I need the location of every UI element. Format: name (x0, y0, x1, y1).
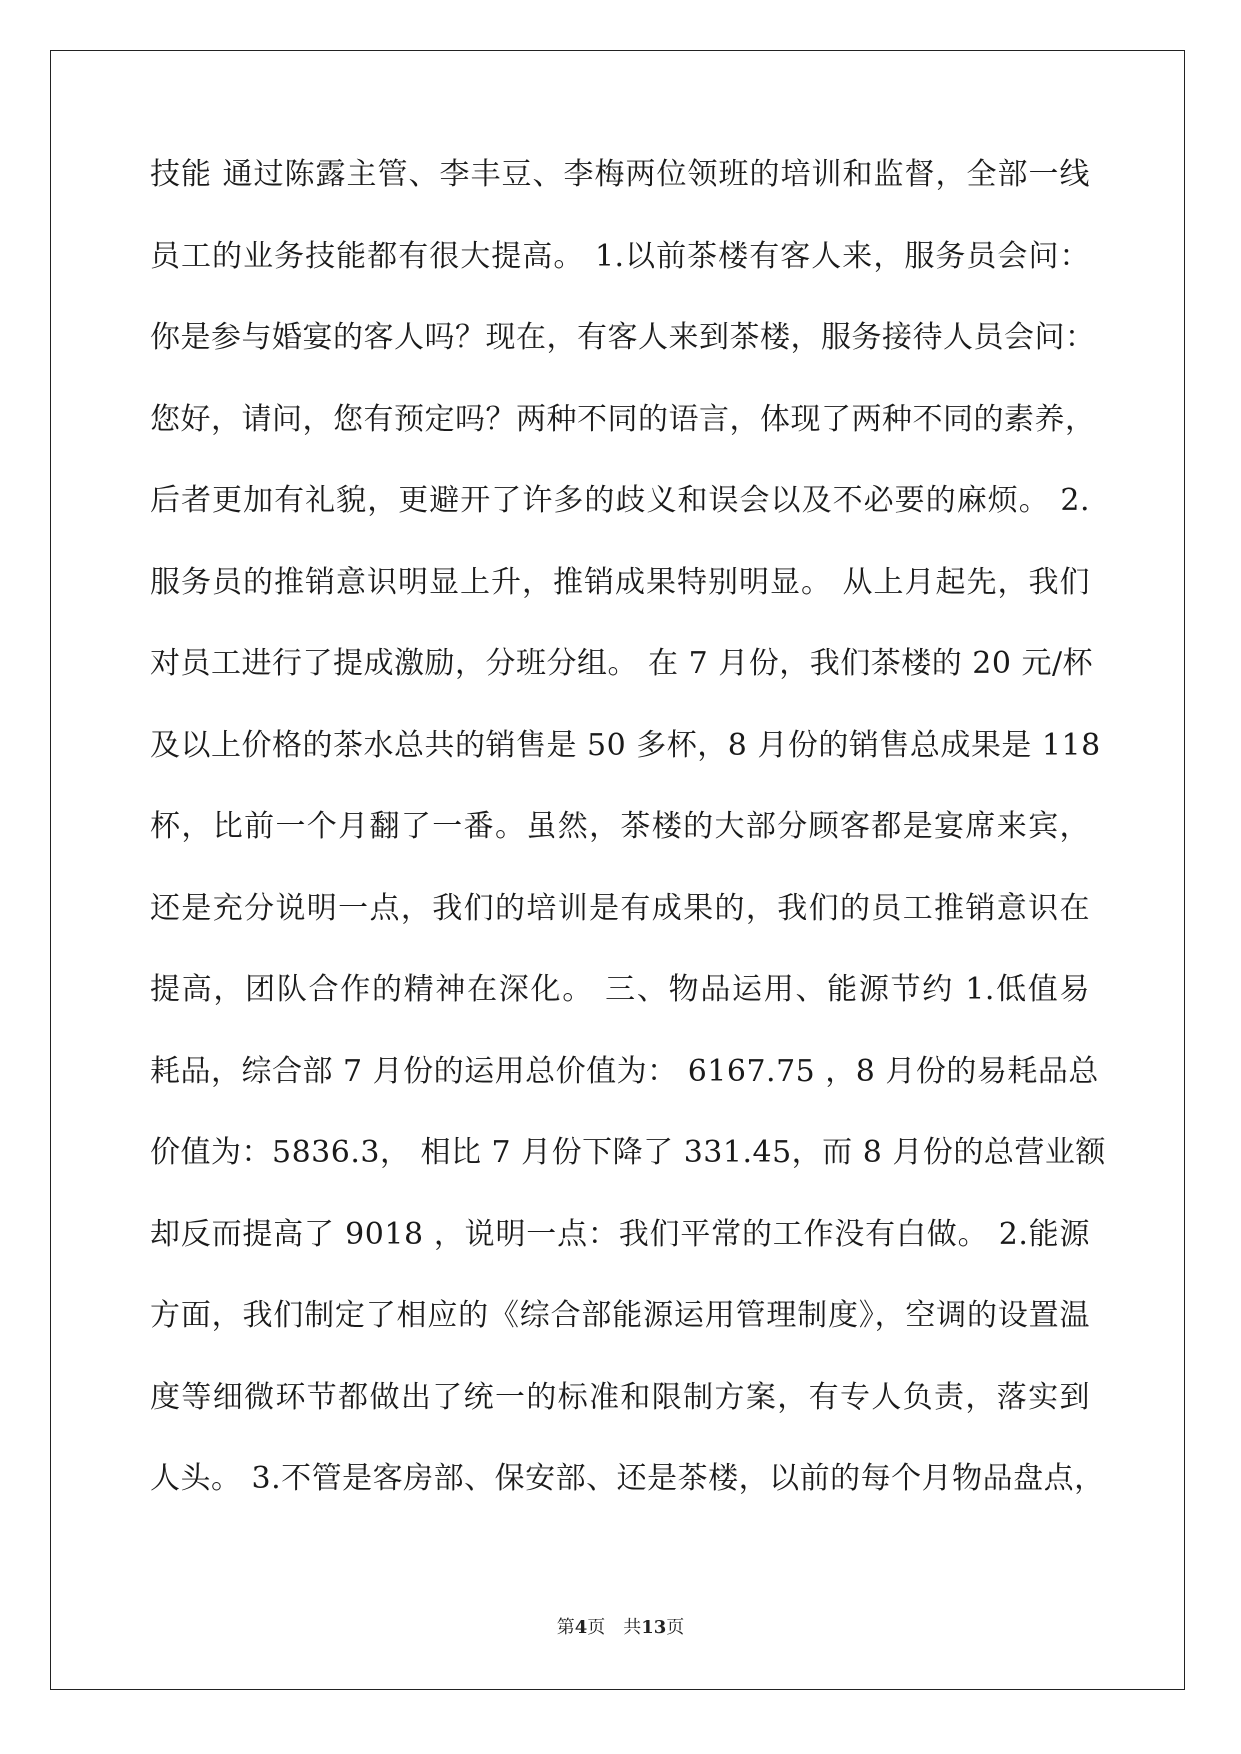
text-line: 杯，比前一个月翻了一番。虽然，茶楼的大部分顾客都是宴席来宾， (150, 809, 1090, 844)
text-line: 你是参与婚宴的客人吗？现在，有客人来到茶楼，服务接待人员会问： (150, 320, 1096, 355)
page-total: 13 (641, 1617, 667, 1638)
text-line: 员工的业务技能都有很大提高。 1.以前茶楼有客人来，服务员会问： (150, 238, 1090, 274)
text-line: 却反而提高了 9018 ，说明一点：我们平常的工作没有白做。 2.能源 (150, 1216, 1090, 1252)
text-line: 度等细微环节都做出了统一的标准和限制方案，有专人负责，落实到 (150, 1379, 1090, 1415)
body-text (150, 157, 1106, 1546)
text-line: 技能 通过陈露主管、李丰豆、李梅两位领班的培训和监督，全部一线 (150, 157, 1090, 192)
footer-middle: 页 共 (587, 1617, 642, 1638)
page-number: 4 (574, 1617, 588, 1638)
text-line: 对员工进行了提成激励，分班分组。 在 7 月份，我们茶楼的 20 元/杯 (150, 646, 1094, 681)
text-line: 耗品，综合部 7 月份的运用总价值为： 6167.75 ，8 月份的易耗品总 (150, 1053, 1099, 1089)
text-line: 后者更加有礼貌，更避开了许多的歧义和误会以及不必要的麻烦。 2. (150, 483, 1090, 518)
footer-prefix: 第 (556, 1617, 575, 1638)
text-line: 提高，团队合作的精神在深化。 三、物品运用、能源节约 1.低值易 (150, 972, 1090, 1007)
text-line: 方面，我们制定了相应的《综合部能源运用管理制度》，空调的设置温 (150, 1298, 1090, 1333)
page-footer (0, 1613, 1241, 1639)
text-line: 人头。 3.不管是客房部、保安部、还是茶楼，以前的每个月物品盘点， (150, 1461, 1105, 1496)
text-line: 还是充分说明一点，我们的培训是有成果的，我们的员工推销意识在 (150, 890, 1090, 926)
footer-suffix: 页 (666, 1617, 685, 1638)
text-line: 服务员的推销意识明显上升，推销成果特别明显。 从上月起先，我们 (150, 564, 1090, 600)
text-line: 价值为：5836.3， 相比 7 月份下降了 331.45，而 8 月份的总营业额 (150, 1135, 1106, 1170)
text-line: 及以上价格的茶水总共的销售是 50 多杯，8 月份的销售总成果是 118 (150, 727, 1101, 763)
text-line: 您好，请问，您有预定吗？两种不同的语言，体现了两种不同的素养， (150, 401, 1096, 437)
